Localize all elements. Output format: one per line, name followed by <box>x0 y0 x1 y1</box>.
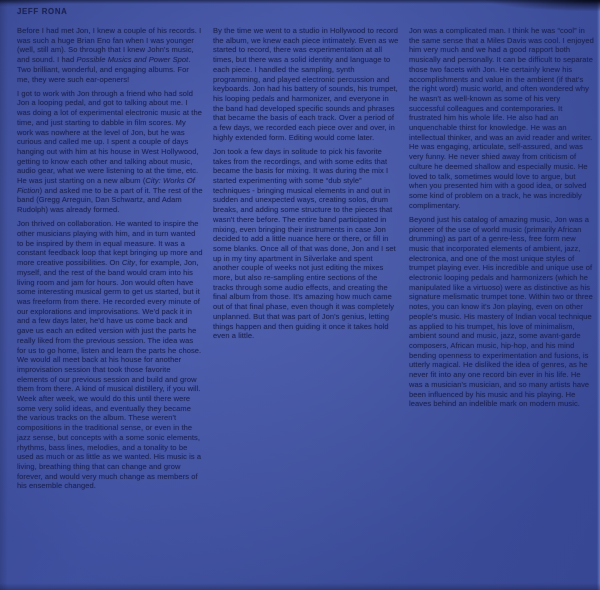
liner-notes-columns <box>17 26 595 496</box>
album-title-italic: Possible Musics and Power Spot <box>76 55 189 65</box>
liner-notes-column-2 <box>213 26 399 496</box>
text-segment: Jon was a complicated man. I think he was “cool” in the same sense that a Miles Davis was cool. I enjoyed him very much and we had a good rapport both musically and personally. It can be difficult to separate those two facets with Jon. He certainly knew his accomplishments and value in the ambient (if that's the right word) music world, and often wondered why he wasn't as well-known as some of his very successful colleagues and contemporaries. It frustrated him his whole life. He also had an unquenchable thirst for knowledge. He was an intellectual thinker, and was an avid reader and writer. He was engaging, articulate, self-assured, and was very funny. He never shied away from criticism of culture he deemed shallow and especially music. He loved to talk, sometimes would love to argue, but when you presented him with a good idea, or solved some kind of problem on a track, he was incredibly complimentary. <box>409 26 594 210</box>
album-title-italic: City: Works Of Fiction <box>17 176 195 195</box>
text-segment: By the time we went to a studio in Hollywood to record the album, we knew each piece intimately. Even as we started to record, there was experimentation at all times, but there was a solid identity and language to each piece. I handled the sampling, synth programming, and played electronic percussion and keyboards. Jon had his battery of sounds, his trumpet, his looping pedals and harmonizer, and everyone in the band had developed specific sounds and phrases that became the basis of each track. Over a period of a few days, we recorded each piece over and over, in highly extended form. Editing would come later. <box>213 26 399 142</box>
text-segment: Jon took a few days in solitude to pick his favorite takes from the recordings, and with some edits that became the basis for mixing. It was during the mix I started experimenting with some “dub style” techniques - bringing musical elements in and out in sudden and unexpected ways, creating solos, drum breaks, and adding some structure to the pieces that wasn't there before. The entire band participated in mixing, even bringing their instruments in case Jon decided to add a little nuance here or there, or fill in some blanks. Once all of that was done, Jon and I set up in my tiny apartment in Silverlake and spent another couple of weeks not just editing the mixes more, but also re-sampling entire sections of the tracks through some audio effects, and creating the final album from those. It's amazing how much came out of that final phase, even though it was completely unplanned. But that was part of Jon's genius, letting things happen and then guiding it once it takes hold even a little. <box>213 146 396 341</box>
paragraph <box>409 26 595 210</box>
text-segment: Beyond just his catalog of amazing music, Jon was a pioneer of the use of world music (primarily African drumming) as part of a genre-less, free form new music that incorporated elements of ambient, jazz, electronica, and one of the most unique styles of trumpet playing ever. His incredible and unique use of electronic looping pedals and harmonizers (which he manipulated like a virtuoso) were as distinctive as his signature melismatic trumpet tone. Within two or three notes, you can know it's Jon playing, even on other people's music. His mastery of Indian vocal technique as applied to his trumpet, his love of minimalism, ambient sound and music, jazz, some avant-garde composers, African music, hip-hop, and his mind bending openness to experimentation and fusions, is utterly magical. He disliked the idea of genres, as he never fit into any one record bin ever in his life. He was a musician's musician, and so many artists have been influenced by his music and his playing. He leaves behind an indelible mark on modern music. <box>409 214 593 409</box>
paragraph <box>17 89 203 215</box>
paragraph <box>409 215 595 409</box>
paragraph <box>17 26 203 84</box>
text-segment: . Two brilliant, wonderful, and engaging albums. For me, they were such ear-openers! <box>17 55 191 84</box>
paragraph <box>17 219 203 491</box>
album-title-italic: City <box>121 258 136 268</box>
text-segment: Jon thrived on collaboration. He wanted to inspire the other musicians playing with him, and in turn wanted to be inspired by them in equal measure. It was a constant feedback loop that kept bringing up more and more creative possibilities. On <box>17 219 203 268</box>
author-heading: JEFF RONA <box>17 7 68 16</box>
text-segment: ) and asked me to be a part of it. The rest of the band (Gregg Arreguin, Dan Schwartz, and Adam Rudolph) was already formed. <box>17 185 203 215</box>
liner-notes-column-1 <box>17 26 203 496</box>
liner-notes-column-3 <box>409 26 595 496</box>
text-segment: , for example, Jon, myself, and the rest of the band would cram into his living room and jam for hours. Jon would often have some interesting musical germ to get us started, but it was freeform from there. He recorded every minute of our explorations and improvisations. We'd pack it in and a few days later, he'd have us come back and gave us each an edited version with just the parts he really liked from the previous session. The idea was for us to go home, listen and learn the parts he chose. We would all meet back at his house for another improvisation session that took those favorite elements of our previous session and build and grow them from there. A kind of musical distillery, if you will. Week after week, we would do this until there were some very solid ideas, and eventually they became the various tracks on the album. These weren't compositions in the traditional sense, or even in the jazz sense, but concepts with a some sonic elements, rhythms, bass lines, melodies, and a tonality to be used as much or as little as we wanted. His music is a living, breathing thing that can change and grow forever, and would very much change as members of his ensemble changed. <box>17 258 202 491</box>
text-segment: I got to work with Jon through a friend who had sold Jon a looping pedal, and got to talking about me. I was doing a lot of experimental electronic music at the time, and just starting to dabble in film scores. My work was nowhere at the level of Jon, but he was curious and called me up. I spent a couple of days hanging out with him at his house in West Hollywood, getting to know each other and talking about music, audio gear, what we were listening to at the time, etc. He was just starting on a new album ( <box>17 88 202 186</box>
paragraph <box>213 147 399 341</box>
text-segment: Before I had met Jon, I knew a couple of his records. I was such a huge Brian Eno fan when I was younger (well, still am). So through that I knew John's music, and sound. I had <box>17 26 202 65</box>
paragraph <box>213 26 399 142</box>
